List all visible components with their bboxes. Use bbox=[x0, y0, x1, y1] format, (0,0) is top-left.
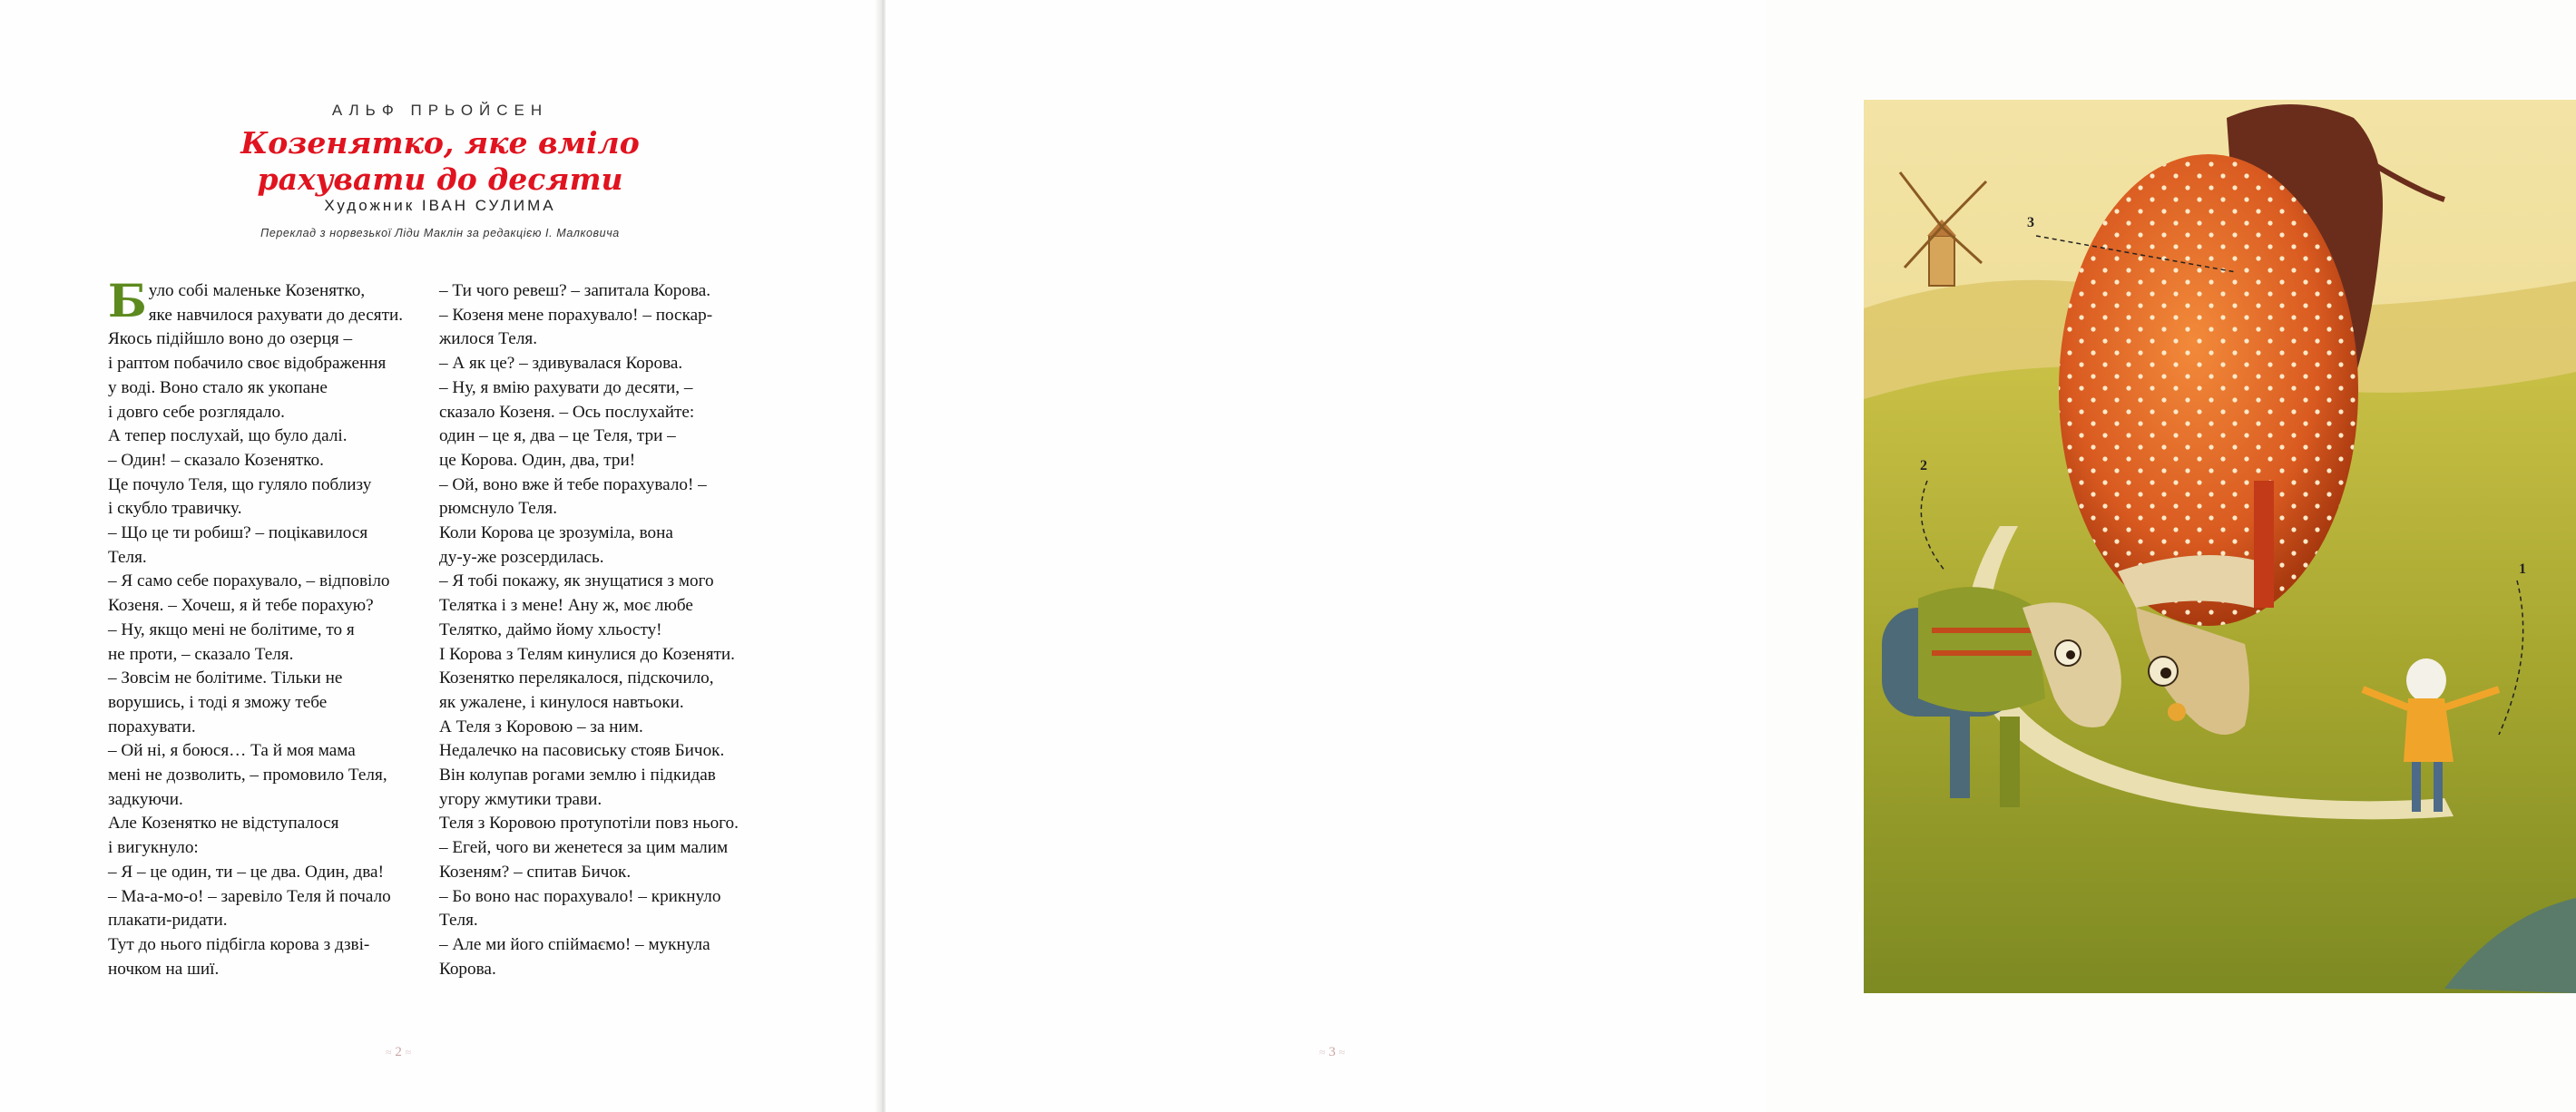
label-two: 2 bbox=[1920, 458, 1927, 473]
page-number-left bbox=[386, 1045, 411, 1060]
title-line-2: рахувати до десяти bbox=[257, 161, 623, 197]
text-line: і раптом побачило своє відображення bbox=[108, 354, 387, 374]
text-line: один – це я, два – це Теля, три – bbox=[439, 426, 676, 446]
text-line: рюмснуло Теля. bbox=[439, 499, 558, 519]
text-line: це Корова. Один, два, три! bbox=[439, 450, 636, 470]
page-number-right-value: 3 bbox=[1328, 1045, 1336, 1059]
text-line: – Бо воно нас порахувало! – крикнуло bbox=[439, 886, 721, 906]
page-number-right bbox=[1319, 1045, 1345, 1060]
text-line: – Ну, якщо мені не болітиме, то я bbox=[108, 619, 355, 639]
text-line: мені не дозволить, – промовило Теля, bbox=[108, 766, 387, 785]
text-column-2 bbox=[439, 279, 802, 981]
text-line: і довго себе розглядало. bbox=[108, 402, 285, 422]
text-line: Він колупав рогами землю і підкидав bbox=[439, 766, 716, 785]
right-page bbox=[886, 0, 2526, 1112]
text-line: ду-у-же розсердилась. bbox=[439, 547, 604, 567]
text-line: – Я – це один, ти – це два. Один, два! bbox=[108, 862, 384, 882]
text-line: у воді. Воно стало як укопане bbox=[108, 377, 328, 397]
text-line: А тепер послухай, що було далі. bbox=[108, 426, 348, 446]
title-line-1: Козенятко, яке вміло bbox=[240, 125, 640, 161]
text-line: Якось підійшло воно до озерця – bbox=[108, 329, 353, 349]
label-three: 3 bbox=[2027, 215, 2034, 230]
text-line: – Ма-а-мо-о! – заревіло Теля й почало bbox=[108, 886, 391, 906]
text-line: Тут до нього підбігла корова з дзві- bbox=[108, 934, 370, 954]
text-line: – А як це? – здивувалася Корова. bbox=[439, 354, 683, 374]
text-line: Недалечко на пасовиську стояв Бичок. bbox=[439, 741, 725, 761]
text-line: – Ну, я вмію рахувати до десяти, – bbox=[439, 377, 693, 397]
text-line: – Ой, воно вже й тебе порахувало! – bbox=[439, 474, 707, 494]
text-column-1 bbox=[108, 274, 416, 981]
text-line: жилося Теля. bbox=[439, 329, 538, 349]
drop-cap: Б bbox=[108, 274, 147, 327]
text-line: Теля. bbox=[439, 911, 478, 931]
text-line: Козеня. – Хочеш, я й тебе порахую? bbox=[108, 596, 374, 616]
text-line: – Ти чого ревеш? – запитала Корова. bbox=[439, 281, 711, 300]
text-line: – Козеня мене порахувало! – поскар- bbox=[439, 305, 713, 325]
text-line: Теля з Коровою протупотіли повз нього. bbox=[439, 814, 739, 834]
story-title bbox=[0, 125, 880, 198]
text-line: угору жмутики трави. bbox=[439, 789, 602, 809]
translation-credit: Переклад з норвезької Ліди Маклін за редакцією І. Малковича bbox=[260, 227, 620, 239]
text-line: Коли Корова це зрозуміла, вона bbox=[439, 523, 673, 543]
ornament-icon: ≈ bbox=[386, 1046, 392, 1058]
text-line: – Ой ні, я боюся… Та й моя мама bbox=[108, 741, 356, 761]
author-name: АЛЬФ ПРЬОЙСЕН bbox=[331, 102, 549, 119]
text-line: Козенятко перелякалося, підскочило, bbox=[439, 668, 714, 688]
text-line: не проти, – сказало Теля. bbox=[108, 644, 294, 664]
text-line: Але Козенятко не відступалося bbox=[108, 814, 339, 834]
illustration bbox=[1864, 100, 2576, 993]
text-line: порахувати. bbox=[108, 717, 196, 736]
ornament-icon: ≈ bbox=[1338, 1046, 1346, 1058]
text-line: – Я само себе порахувало, – відповіло bbox=[108, 571, 390, 591]
text-line: плакати-ридати. bbox=[108, 911, 228, 931]
text-line: яке навчилося рахувати до десяти. bbox=[148, 305, 404, 325]
first-line-text: уло собі маленьке Козенятко, bbox=[148, 281, 366, 300]
ornament-icon: ≈ bbox=[1319, 1046, 1326, 1058]
text-line: І Корова з Телям кинулися до Козеняти. bbox=[439, 644, 735, 664]
text-line: ворушись, і тоді я зможу тебе bbox=[108, 692, 328, 712]
ornament-icon: ≈ bbox=[405, 1046, 412, 1058]
text-line: ночком на шиї. bbox=[108, 959, 220, 979]
text-line: Корова. bbox=[439, 959, 496, 979]
text-line: – Що це ти робиш? – поцікавилося bbox=[108, 523, 368, 543]
text-line: – Зовсім не болітиме. Тільки не bbox=[108, 668, 343, 688]
text-line: як ужалене, і кинулося навтьоки. bbox=[439, 692, 684, 712]
text-line: і вигукнуло: bbox=[108, 838, 199, 858]
text-line: Телятка і з мене! Ану ж, моє любе bbox=[439, 596, 693, 616]
page-number-left-value: 2 bbox=[395, 1045, 402, 1059]
text-line: А Теля з Коровою – за ним. bbox=[439, 717, 643, 736]
text-line: – Але ми його спіймаємо! – мукнула bbox=[439, 934, 710, 954]
text-line: сказало Козеня. – Ось послухайте: bbox=[439, 402, 695, 422]
text-line: Козеням? – спитав Бичок. bbox=[439, 862, 632, 882]
text-line: Це почуло Теля, що гуляло поблизу bbox=[108, 474, 372, 494]
label-one: 1 bbox=[2519, 561, 2526, 577]
text-line: задкуючи. bbox=[108, 789, 183, 809]
illustrator-credit: Художник ІВАН СУЛИМА bbox=[324, 197, 556, 214]
text-line: – Егей, чого ви женетеся за цим малим bbox=[439, 838, 729, 858]
text-line: Телятко, даймо йому хльосту! bbox=[439, 619, 662, 639]
text-line: і скубло травичку. bbox=[108, 499, 242, 519]
left-page bbox=[0, 0, 880, 1112]
text-line: – Один! – сказало Козенятко. bbox=[108, 450, 324, 470]
text-line: – Я тобі покажу, як знущатися з мого bbox=[439, 571, 714, 591]
text-line: Теля. bbox=[108, 547, 147, 567]
